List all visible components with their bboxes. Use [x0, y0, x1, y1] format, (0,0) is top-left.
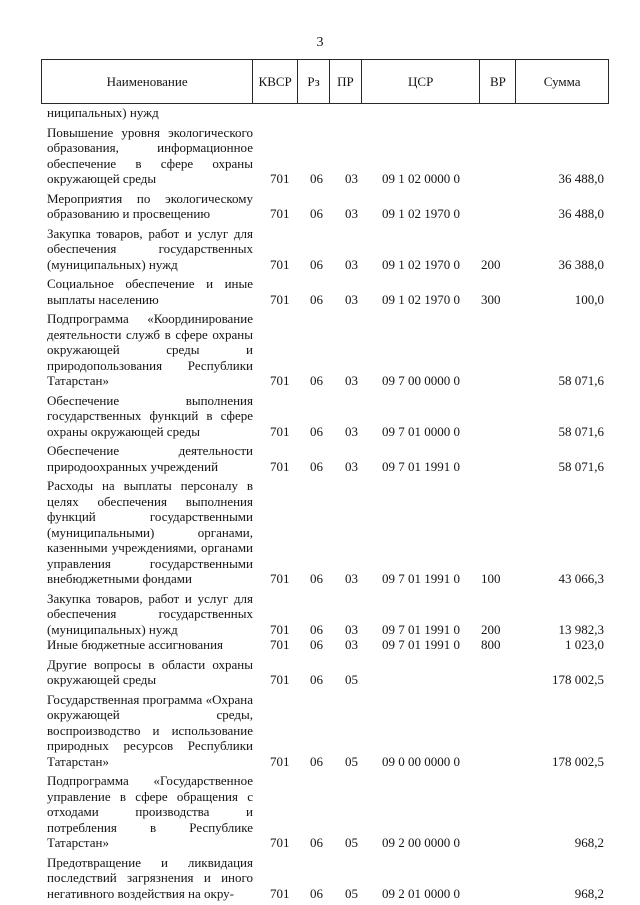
row-name: Обеспечение выполнения государственных функций в сфере охраны окружающей среды [47, 392, 253, 439]
row-sum: 13 982,3 [558, 621, 604, 637]
row-name: Расходы на выплаты персоналу в целях обеспечения выполнения функций государственными (муниципальными) органами, казенными учреждениями, органами управления государственными внебюджетными фондами [47, 478, 253, 586]
row-vr: 800 [481, 637, 501, 652]
table-row [0, 226, 640, 273]
row-csr: 09 0 00 0000 0 [382, 753, 460, 769]
row-rz: 06 [310, 571, 323, 586]
row-rz: 06 [310, 256, 323, 272]
row-vr: 200 [481, 621, 501, 637]
table-row [0, 591, 640, 638]
table-row [0, 125, 640, 187]
row-sum: 968,2 [574, 885, 604, 901]
row-kvsr: 701 [270, 256, 290, 272]
table-row [0, 443, 640, 474]
row-csr: 09 1 02 1970 0 [382, 291, 460, 307]
row-pr: 03 [345, 458, 358, 474]
table-body [0, 105, 640, 901]
row-name: Социальное обеспечение и иные выплаты населению [47, 276, 253, 307]
row-csr: 09 1 02 1970 0 [382, 256, 460, 272]
row-name: Иные бюджетные ассигнования [47, 637, 224, 652]
row-sum: 100,0 [574, 291, 604, 307]
row-vr: 100 [481, 571, 501, 586]
row-pr: 03 [345, 637, 358, 652]
row-csr: 09 7 01 1991 0 [382, 637, 460, 652]
table-row [0, 393, 640, 440]
row-kvsr: 701 [270, 672, 290, 687]
row-rz: 06 [310, 291, 323, 307]
row-rz: 06 [310, 171, 323, 186]
table-row [0, 191, 640, 222]
row-name: Обеспечение деятельности природоохранных учреждений [47, 443, 253, 474]
row-sum: 178 002,5 [552, 672, 604, 687]
header-name: Наименование [42, 60, 253, 103]
header-vr: ВР [480, 60, 516, 103]
row-pr: 03 [345, 571, 358, 586]
row-name: Подпрограмма «Координирование деятельности служб в сфере охраны окружающей среды и природопользования Республики Татарстан» [47, 311, 253, 388]
header-sum: Сумма [543, 73, 581, 89]
header-csr: ЦСР [362, 60, 481, 103]
row-sum: 1 023,0 [565, 637, 604, 652]
row-rz: 06 [310, 206, 323, 221]
row-csr: 09 7 01 0000 0 [382, 423, 460, 439]
header-pr: ПР [330, 60, 362, 103]
row-rz: 06 [310, 835, 323, 850]
table-row [0, 855, 640, 902]
row-pr: 05 [345, 753, 358, 769]
row-name: Мероприятия по экологическому образованию и просвещению [47, 190, 253, 221]
row-csr: 09 7 01 1991 0 [382, 621, 460, 637]
row-pr: 03 [345, 373, 358, 388]
row-pr: 05 [345, 835, 358, 850]
header-rz: Рз [298, 60, 330, 103]
table-row [0, 637, 640, 653]
row-pr: 03 [345, 621, 358, 637]
row-rz: 06 [310, 637, 323, 652]
row-kvsr: 701 [270, 571, 290, 586]
table-row [0, 311, 640, 389]
row-csr: 09 1 02 1970 0 [382, 206, 460, 221]
row-sum: 36 388,0 [558, 256, 604, 272]
header-kvsr: КВСР [253, 60, 298, 103]
row-pr: 05 [345, 885, 358, 901]
row-name: Закупка товаров, работ и услуг для обеспечения государственных (муниципальных) нужд [47, 225, 253, 272]
row-name: ниципальных) нужд [47, 105, 159, 120]
row-name: Другие вопросы в области охраны окружающей среды [47, 656, 253, 687]
row-csr: 09 2 00 0000 0 [382, 835, 460, 850]
row-rz: 06 [310, 672, 323, 687]
row-kvsr: 701 [270, 637, 290, 652]
table-row [0, 276, 640, 307]
row-kvsr: 701 [270, 373, 290, 388]
row-sum: 58 071,6 [558, 373, 604, 388]
row-name: Закупка товаров, работ и услуг для обеспечения государственных (муниципальных) нужд [47, 590, 253, 637]
row-pr: 03 [345, 291, 358, 307]
row-kvsr: 701 [270, 458, 290, 474]
row-rz: 06 [310, 373, 323, 388]
page-number: 3 [316, 35, 324, 50]
row-kvsr: 701 [270, 885, 290, 901]
row-kvsr: 701 [270, 835, 290, 850]
row-sum: 968,2 [574, 835, 604, 850]
row-rz: 06 [310, 621, 323, 637]
table-row [0, 657, 640, 688]
row-csr: 09 2 01 0000 0 [382, 885, 460, 901]
row-csr: 09 7 01 1991 0 [382, 458, 460, 474]
row-pr: 03 [345, 206, 358, 221]
row-kvsr: 701 [270, 206, 290, 221]
row-name: Государственная программа «Охрана окружающей среды, воспроизводство и использование природных ресурсов Республики Татарстан» [47, 691, 253, 769]
row-rz: 06 [310, 423, 323, 439]
row-sum: 178 002,5 [552, 753, 604, 769]
row-csr: 09 1 02 0000 0 [382, 171, 460, 186]
row-kvsr: 701 [270, 621, 290, 637]
row-kvsr: 701 [270, 291, 290, 307]
table-row [0, 478, 640, 587]
row-rz: 06 [310, 885, 323, 901]
row-sum: 36 488,0 [558, 171, 604, 186]
row-name: Предотвращение и ликвидация последствий загрязнения и иного негативного воздействия на окру- [47, 854, 253, 901]
row-sum: 36 488,0 [558, 206, 604, 221]
table-row [0, 105, 640, 121]
row-kvsr: 701 [270, 423, 290, 439]
table-header [41, 59, 609, 104]
table-row [0, 773, 640, 851]
row-csr: 09 7 00 0000 0 [382, 373, 460, 388]
row-rz: 06 [310, 753, 323, 769]
row-rz: 06 [310, 458, 323, 474]
row-name: Повышение уровня экологического образования, информационное обеспечение в сфере охраны окружающей среды [47, 124, 253, 186]
row-sum: 43 066,3 [558, 571, 604, 586]
row-sum: 58 071,6 [558, 458, 604, 474]
row-vr: 300 [481, 291, 501, 307]
row-sum: 58 071,6 [558, 423, 604, 439]
row-pr: 03 [345, 423, 358, 439]
row-pr: 03 [345, 171, 358, 186]
row-vr: 200 [481, 256, 501, 272]
row-csr: 09 7 01 1991 0 [382, 571, 460, 586]
row-kvsr: 701 [270, 753, 290, 769]
row-kvsr: 701 [270, 171, 290, 186]
row-pr: 05 [345, 672, 358, 687]
row-name: Подпрограмма «Государственное управление в сфере обращения с отходами производства и потребления в Республике Татарстан» [47, 773, 253, 850]
table-row [0, 692, 640, 770]
row-pr: 03 [345, 256, 358, 272]
